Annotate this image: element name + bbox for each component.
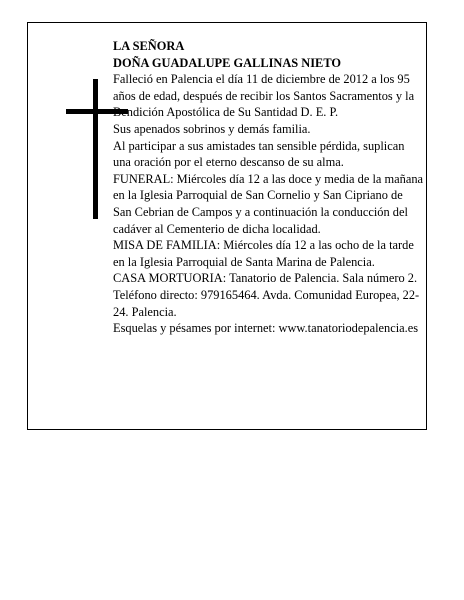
- online-condolences: Esquelas y pésames por internet: www.tanatoriodepalencia.es: [113, 321, 419, 336]
- notice-title-line2: DOÑA GUADALUPE GALLINAS NIETO: [113, 55, 342, 70]
- cross-vertical-bar: [93, 79, 98, 219]
- family-mass-info: MISA DE FAMILIA: Miércoles día 12 a las ocho de la tarde en la Iglesia Parroquial de Santa Marina de Palencia.: [113, 238, 414, 269]
- prayer-request: Al participar a sus amistades tan sensible pérdida, suplican una oración por el eterno descanso de su alma.: [113, 138, 405, 170]
- notice-title-line1: LA SEÑORA: [113, 39, 185, 53]
- death-announcement: Falleció en Palencia el día 11 de diciembre de 2012 a los 95 años de edad, después de recibir los Santos Sacramentos y la Bendición Apostólica de Su Santidad D. E. P.: [113, 72, 415, 120]
- family-line: Sus apenados sobrinos y demás familia.: [113, 121, 311, 136]
- funeral-info: FUNERAL: Miércoles día 12 a las doce y media de la mañana en la Iglesia Parroquial de San Cornelio y San Cipriano de San Cebrian de Campos y a continuación la conducción del cadáver al Cementerio de dicha localidad.: [113, 171, 424, 236]
- obituary-text: [113, 38, 423, 337]
- funeral-home-info: CASA MORTUORIA: Tanatorio de Palencia. Sala número 2. Teléfono directo: 979165464. Avda. Comunidad Europea, 22-24. Palencia.: [113, 271, 420, 319]
